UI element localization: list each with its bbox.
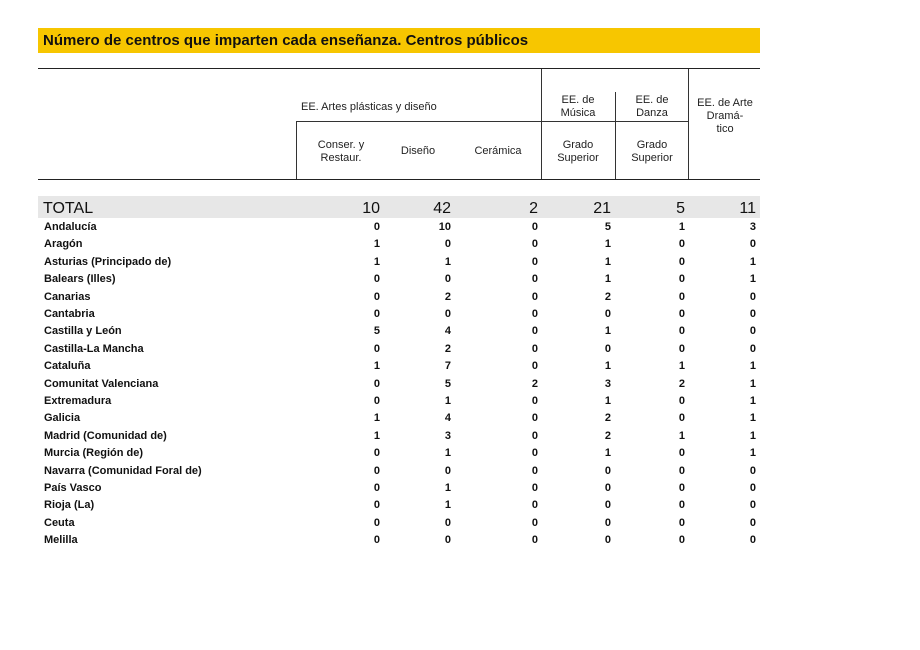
table-cell: 0 <box>749 308 756 320</box>
table-cell: 0 <box>444 516 451 529</box>
group-header-musica: EE. de Música <box>560 94 596 119</box>
table-cell: 2 <box>531 377 538 390</box>
table-cell: 0 <box>373 377 380 390</box>
table-cell: 1 <box>749 255 756 268</box>
header-bottom-rule <box>38 179 760 180</box>
table-cell: 2 <box>529 200 538 217</box>
table-cell: 3 <box>604 377 611 390</box>
table-cell: 0 <box>749 238 756 251</box>
row-label: Murcia (Región de) <box>44 447 144 460</box>
row-label: Melilla <box>44 534 78 547</box>
table-cell: 0 <box>678 412 685 425</box>
table-cell: 0 <box>373 221 380 233</box>
table-cell: 1 <box>604 238 611 251</box>
table-cell: 0 <box>531 342 538 355</box>
table-row <box>38 359 760 376</box>
table-cell: 7 <box>444 360 451 373</box>
row-label: Extremadura <box>44 395 112 407</box>
row-label: Madrid (Comunidad de) <box>44 429 167 442</box>
row-label: Castilla-La Mancha <box>44 342 144 355</box>
table-cell: 0 <box>444 464 451 477</box>
row-label: Canarias <box>44 290 91 303</box>
row-label: Galicia <box>44 412 81 425</box>
table-cell: 0 <box>604 342 611 355</box>
subheader-conser: Conser. y Restaur. <box>317 139 365 164</box>
table-cell: 1 <box>444 447 451 460</box>
table-cell: 0 <box>749 290 756 303</box>
table-cell: 3 <box>444 429 451 442</box>
table-cell: 0 <box>531 238 538 251</box>
row-label: Comunitat Valenciana <box>44 377 159 390</box>
table-cell: 5 <box>676 200 685 217</box>
table-cell: 5 <box>444 377 451 390</box>
table-cell: 1 <box>749 447 756 460</box>
table-cell: 0 <box>678 464 685 477</box>
table-cell: 1 <box>749 360 756 373</box>
row-label: Asturias (Principado de) <box>44 255 172 268</box>
table-cell: 1 <box>749 412 756 425</box>
table-row <box>38 516 760 533</box>
table-cell: 0 <box>678 290 685 303</box>
table-cell: 0 <box>444 308 451 320</box>
table-cell: 0 <box>373 516 380 529</box>
table-cell: 0 <box>373 342 380 355</box>
table-cell: 0 <box>373 395 380 407</box>
subheader-rule <box>296 121 688 122</box>
table-cell: 0 <box>749 482 756 494</box>
row-label: Rioja (La) <box>44 499 95 512</box>
table-title: Número de centros que imparten cada enseñanza. Centros públicos <box>43 32 529 49</box>
table-cell: 2 <box>444 342 451 355</box>
table-cell: 2 <box>678 377 685 390</box>
table-cell: 3 <box>749 221 756 233</box>
table-row <box>38 394 760 411</box>
table-cell: 0 <box>531 447 538 460</box>
table-row <box>38 237 760 254</box>
table-cell: 21 <box>593 200 611 217</box>
row-label: Navarra (Comunidad Foral de) <box>44 464 202 477</box>
table-cell: 42 <box>433 200 451 217</box>
table-cell: 0 <box>531 325 538 338</box>
table-cell: 5 <box>373 325 380 338</box>
table-cell: 0 <box>531 308 538 320</box>
table-cell: 1 <box>678 221 685 233</box>
row-label: Andalucía <box>44 221 97 233</box>
table-cell: 4 <box>444 412 451 425</box>
table-cell: 0 <box>678 482 685 494</box>
table-cell: 1 <box>604 360 611 373</box>
table-cell: 0 <box>678 516 685 529</box>
table-row <box>38 533 760 550</box>
table-cell: 0 <box>373 464 380 477</box>
row-label: Castilla y León <box>44 325 122 338</box>
row-label: Ceuta <box>44 516 75 529</box>
table-cell: 1 <box>749 429 756 442</box>
table-cell: 1 <box>373 238 380 251</box>
row-label: Balears (Illes) <box>44 273 116 286</box>
table-row <box>38 464 760 481</box>
table-cell: 1 <box>749 273 756 286</box>
group-header-danza: EE. de Danza <box>635 94 669 119</box>
table-row <box>38 220 760 237</box>
table-cell: 0 <box>373 273 380 286</box>
table-row <box>38 429 760 446</box>
subheader-danza-grado: Grado Superior <box>631 139 673 164</box>
table-cell: 1 <box>604 325 611 338</box>
table-cell: 0 <box>531 221 538 233</box>
table-row <box>38 377 760 394</box>
table-cell: 0 <box>373 308 380 320</box>
table-cell: 0 <box>678 499 685 512</box>
subheader-musica-grado: Grado Superior <box>557 139 599 164</box>
table-cell: 1 <box>444 395 451 407</box>
table-cell: 0 <box>604 482 611 494</box>
table-cell: 1 <box>373 429 380 442</box>
table-cell: 0 <box>749 499 756 512</box>
table-cell: 1 <box>749 395 756 407</box>
row-label: Aragón <box>44 238 83 251</box>
table-cell: 1 <box>678 360 685 373</box>
table-cell: 0 <box>531 395 538 407</box>
table-cell: 2 <box>444 290 451 303</box>
table-cell: 0 <box>678 273 685 286</box>
table-cell: 2 <box>604 412 611 425</box>
table-cell: 10 <box>438 221 451 233</box>
table-cell: 1 <box>444 255 451 268</box>
table-cell: 0 <box>604 516 611 529</box>
table-cell: 1 <box>373 255 380 268</box>
row-label: Cantabria <box>44 308 95 320</box>
table-row <box>38 307 760 324</box>
table-cell: 0 <box>604 534 611 547</box>
table-cell: 0 <box>373 447 380 460</box>
table-cell: 1 <box>604 273 611 286</box>
table-cell: 1 <box>444 499 451 512</box>
row-label: TOTAL <box>43 200 94 217</box>
group-header-artes: EE. Artes plásticas y diseño <box>301 101 437 113</box>
table-cell: 0 <box>678 534 685 547</box>
table-cell: 0 <box>531 482 538 494</box>
total-row <box>38 197 760 217</box>
table-cell: 0 <box>444 534 451 547</box>
table-cell: 1 <box>678 429 685 442</box>
table-cell: 1 <box>604 395 611 407</box>
table-cell: 0 <box>531 412 538 425</box>
table-row <box>38 272 760 289</box>
table-cell: 0 <box>373 482 380 494</box>
table-cell: 5 <box>604 221 611 233</box>
table-cell: 0 <box>531 464 538 477</box>
table-cell: 0 <box>531 516 538 529</box>
table-cell: 1 <box>604 447 611 460</box>
table-row <box>38 342 760 359</box>
table-cell: 0 <box>678 395 685 407</box>
table-cell: 0 <box>678 325 685 338</box>
table-title-bar <box>38 28 760 53</box>
table-cell: 0 <box>678 308 685 320</box>
subheader-ceramica: Cerámica <box>474 145 522 157</box>
table-cell: 0 <box>678 447 685 460</box>
header-top-rule <box>38 68 760 69</box>
table-cell: 0 <box>749 464 756 477</box>
table-cell: 1 <box>604 255 611 268</box>
table-row <box>38 255 760 272</box>
table-cell: 1 <box>373 412 380 425</box>
table-cell: 0 <box>678 342 685 355</box>
table-cell: 0 <box>531 534 538 547</box>
table-cell: 1 <box>444 482 451 494</box>
table-cell: 0 <box>373 290 380 303</box>
table-cell: 0 <box>749 325 756 338</box>
table-row <box>38 324 760 341</box>
table-cell: 0 <box>531 273 538 286</box>
table-cell: 4 <box>444 325 451 338</box>
table-cell: 0 <box>604 308 611 320</box>
table-cell: 0 <box>373 534 380 547</box>
table-cell: 0 <box>531 360 538 373</box>
table-cell: 1 <box>373 360 380 373</box>
row-label: País Vasco <box>44 482 102 494</box>
table-cell: 2 <box>604 429 611 442</box>
table-cell: 0 <box>444 238 451 251</box>
table-cell: 2 <box>604 290 611 303</box>
divider-artes-left <box>296 122 297 180</box>
table-cell: 0 <box>749 534 756 547</box>
subheader-diseno: Diseño <box>400 145 436 157</box>
table-cell: 0 <box>678 255 685 268</box>
table-cell: 0 <box>604 464 611 477</box>
table-cell: 0 <box>444 273 451 286</box>
table-row <box>38 411 760 428</box>
table-row <box>38 446 760 463</box>
table-cell: 0 <box>749 342 756 355</box>
table-cell: 0 <box>531 255 538 268</box>
table-cell: 0 <box>678 238 685 251</box>
row-label: Cataluña <box>44 360 91 373</box>
divider-musica-left <box>541 69 542 180</box>
table-cell: 0 <box>531 290 538 303</box>
table-cell: 1 <box>749 377 756 390</box>
table-cell: 0 <box>531 429 538 442</box>
divider-danza-left <box>615 92 616 180</box>
divider-drama-left <box>688 69 689 180</box>
table-row <box>38 481 760 498</box>
table-cell: 11 <box>739 200 756 217</box>
table-cell: 0 <box>749 516 756 529</box>
table-cell: 10 <box>362 200 380 217</box>
table-row <box>38 498 760 515</box>
group-header-drama: EE. de Arte Dramá- tico <box>697 97 753 135</box>
table-cell: 0 <box>531 499 538 512</box>
table-row <box>38 290 760 307</box>
table-cell: 0 <box>373 499 380 512</box>
table-cell: 0 <box>604 499 611 512</box>
